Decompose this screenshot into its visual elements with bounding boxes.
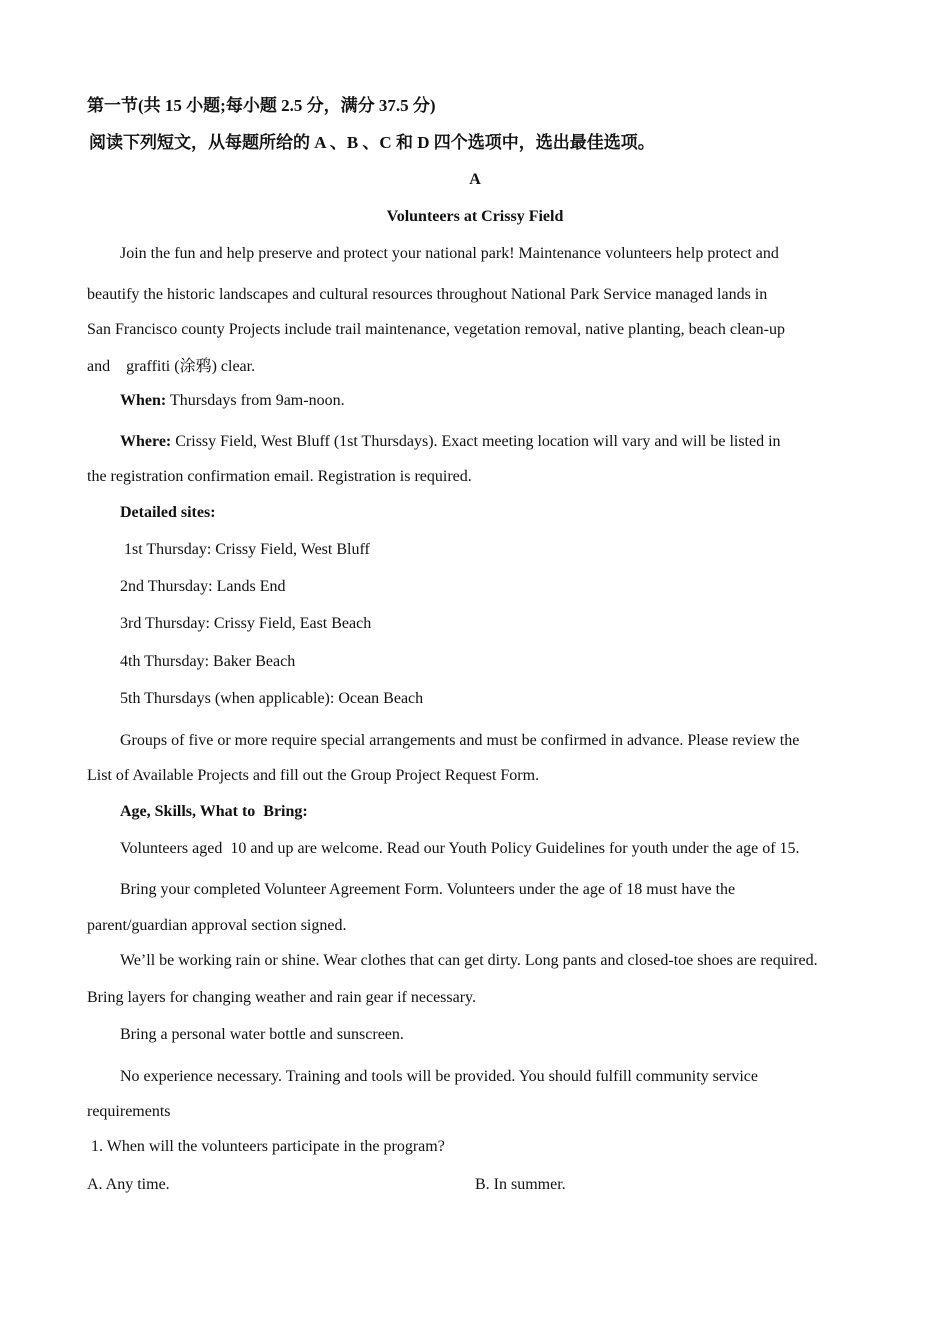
experience-line: No experience necessary. Training and tools will be provided. You should fulfill community service — [120, 1068, 758, 1085]
age-line: Volunteers aged 10 and up are welcome. Read our Youth Policy Guidelines for youth under the age of 15. — [120, 840, 800, 857]
weather-line: We’ll be working rain or shine. Wear clothes that can get dirty. Long pants and closed-toe shoes are required. — [120, 952, 818, 969]
groups-line: List of Available Projects and fill out the Group Project Request Form. — [87, 767, 540, 784]
intro-line: and graffiti (涂鸦) clear. — [87, 358, 256, 375]
groups-line: Groups of five or more require special arrangements and must be confirmed in advance. Please review the — [120, 732, 800, 749]
agreement-line: Bring your completed Volunteer Agreement Form. Volunteers under the age of 18 must have the — [120, 881, 736, 898]
site-item: 5th Thursdays (when applicable): Ocean Beach — [120, 690, 424, 707]
passage-title: Volunteers at Crissy Field — [386, 208, 564, 225]
site-item: 4th Thursday: Baker Beach — [120, 653, 296, 670]
option-b: B. In summer. — [475, 1176, 566, 1193]
sites-heading: Detailed sites: — [120, 504, 216, 521]
experience-line: requirements — [87, 1103, 171, 1120]
when-text: Thursdays from 9am-noon. — [166, 392, 345, 409]
when-line — [120, 391, 345, 411]
passage-letter: A — [469, 171, 481, 188]
intro-line: beautify the historic landscapes and cultural resources throughout National Park Service managed lands in — [87, 286, 768, 303]
instruction: 阅读下列短文，从每题所给的 A 、B 、C 和 D 四个选项中，选出最佳选项。 — [89, 133, 655, 152]
weather-line: Bring layers for changing weather and rain gear if necessary. — [87, 989, 477, 1006]
water-line: Bring a personal water bottle and sunscreen. — [120, 1026, 404, 1043]
agreement-line: parent/guardian approval section signed. — [87, 917, 347, 934]
where-continuation: the registration confirmation email. Registration is required. — [87, 468, 472, 485]
where-text: Crissy Field, West Bluff (1st Thursdays). Exact meeting location will vary and will be listed in — [171, 433, 781, 450]
age-heading: Age, Skills, What to Bring: — [120, 803, 308, 820]
site-item: 2nd Thursday: Lands End — [120, 578, 286, 595]
when-label: When: — [120, 392, 167, 409]
section-header: 第一节(共 15 小题;每小题 2.5 分，满分 37.5 分) — [87, 96, 436, 115]
where-line — [120, 432, 781, 452]
intro-line: Join the fun and help preserve and protect your national park! Maintenance volunteers help protect and — [120, 245, 779, 262]
site-item: 1st Thursday: Crissy Field, West Bluff — [120, 541, 370, 558]
question: 1. When will the volunteers participate in the program? — [87, 1138, 445, 1155]
site-item: 3rd Thursday: Crissy Field, East Beach — [120, 615, 372, 632]
where-label: Where: — [120, 433, 172, 450]
option-a: A. Any time. — [87, 1176, 170, 1193]
intro-line: San Francisco county Projects include trail maintenance, vegetation removal, native planting, beach clean-up — [87, 321, 785, 338]
